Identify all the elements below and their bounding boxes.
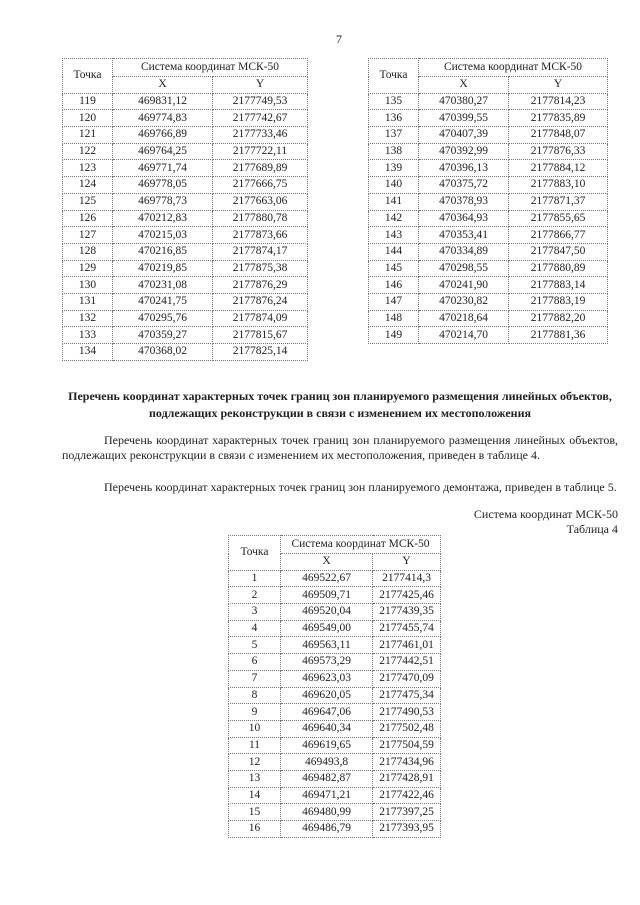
y-coordinate-cell: 2177876,33: [509, 143, 608, 160]
y-coordinate-cell: 2177663,06: [213, 193, 308, 210]
point-number-cell: 134: [63, 344, 113, 361]
point-number-cell: 10: [229, 720, 281, 737]
y-coordinate-cell: 2177439,35: [373, 604, 441, 621]
y-coordinate-cell: 2177835,89: [509, 110, 608, 127]
y-coordinate-cell: 2177442,51: [373, 654, 441, 671]
y-coordinate-cell: 2177883,19: [509, 293, 608, 310]
table-row: [369, 227, 608, 244]
y-coordinate-cell: 2177742,67: [213, 110, 308, 127]
y-coordinate-cell: 2177875,38: [213, 260, 308, 277]
y-coordinate-cell: 2177722,11: [213, 143, 308, 160]
y-coordinate-cell: 2177666,75: [213, 177, 308, 194]
x-coordinate-cell: 470364,93: [419, 210, 509, 227]
y-coordinate-cell: 2177876,24: [213, 293, 308, 310]
table-row: [63, 327, 308, 344]
y-coordinate-cell: 2177733,46: [213, 127, 308, 144]
coordinate-system-header: Система координат МСК-50: [419, 59, 608, 77]
table-row: [229, 704, 441, 721]
table-row: [369, 310, 608, 327]
x-coordinate-cell: 469778,05: [113, 177, 213, 194]
table-row: [63, 344, 308, 361]
y-coordinate-cell: 2177461,01: [373, 637, 441, 654]
x-coordinate-cell: 469647,06: [281, 704, 373, 721]
x-column-header: X: [419, 77, 509, 94]
point-number-cell: 132: [63, 310, 113, 327]
x-coordinate-cell: 469640,34: [281, 720, 373, 737]
y-coordinate-cell: 2177393,95: [373, 821, 441, 838]
x-coordinate-cell: 470298,55: [419, 260, 509, 277]
point-number-cell: 142: [369, 210, 419, 227]
point-number-cell: 7: [229, 670, 281, 687]
x-coordinate-cell: 470334,89: [419, 243, 509, 260]
point-number-cell: 146: [369, 277, 419, 294]
y-coordinate-cell: 2177876,29: [213, 277, 308, 294]
coordinate-system-header: Система координат МСК-50: [113, 59, 308, 77]
table-row: [229, 604, 441, 621]
point-number-cell: 148: [369, 310, 419, 327]
point-number-cell: 14: [229, 787, 281, 804]
table-row: [63, 210, 308, 227]
x-coordinate-cell: 470230,82: [419, 293, 509, 310]
point-number-cell: 8: [229, 687, 281, 704]
point-number-cell: 135: [369, 93, 419, 110]
y-column-header: Y: [373, 554, 441, 571]
coordinates-table-1: [62, 58, 308, 361]
x-coordinate-cell: 470295,76: [113, 310, 213, 327]
x-column-header: X: [113, 77, 213, 94]
point-number-cell: 119: [63, 93, 113, 110]
table-row: [229, 737, 441, 754]
y-column-header: Y: [213, 77, 308, 94]
point-number-cell: 120: [63, 110, 113, 127]
point-column-header: Точка: [63, 59, 113, 94]
table-row: [63, 277, 308, 294]
table-row: [63, 127, 308, 144]
point-number-cell: 137: [369, 127, 419, 144]
point-number-cell: 141: [369, 193, 419, 210]
point-number-cell: 13: [229, 770, 281, 787]
point-number-cell: 143: [369, 227, 419, 244]
y-coordinate-cell: 2177470,09: [373, 670, 441, 687]
table-row: [63, 177, 308, 194]
table-row: [229, 787, 441, 804]
table-row: [63, 193, 308, 210]
x-coordinate-cell: 469520,04: [281, 604, 373, 621]
table-row: [229, 670, 441, 687]
point-column-header: Точка: [229, 536, 281, 571]
y-coordinate-cell: 2177815,67: [213, 327, 308, 344]
table-row: [369, 277, 608, 294]
point-number-cell: 3: [229, 604, 281, 621]
table-row: [369, 260, 608, 277]
x-coordinate-cell: 470407,39: [419, 127, 509, 144]
x-coordinate-cell: 469509,71: [281, 587, 373, 604]
x-coordinate-cell: 470241,75: [113, 293, 213, 310]
coordinate-system-label: Система координат МСК-50: [473, 507, 618, 521]
table-row: [63, 110, 308, 127]
table-row: [229, 770, 441, 787]
y-coordinate-cell: 2177397,25: [373, 804, 441, 821]
y-coordinate-cell: 2177880,78: [213, 210, 308, 227]
x-coordinate-cell: 469480,99: [281, 804, 373, 821]
table4-caption: Таблица 4: [566, 522, 618, 536]
y-coordinate-cell: 2177490,53: [373, 704, 441, 721]
x-coordinate-cell: 470241,90: [419, 277, 509, 294]
point-number-cell: 124: [63, 177, 113, 194]
table-row: [63, 160, 308, 177]
table-row: [63, 260, 308, 277]
table-row: [369, 110, 608, 127]
point-number-cell: 147: [369, 293, 419, 310]
table-header-row: [369, 59, 608, 77]
x-coordinate-cell: 469771,74: [113, 160, 213, 177]
table-row: [229, 804, 441, 821]
y-coordinate-cell: 2177475,34: [373, 687, 441, 704]
section-heading: Перечень координат характерных точек границ зон планируемого размещения линейных объектов, подлежащих реконструкции в связи с изменением их местоположения: [68, 389, 612, 420]
table-row: [229, 654, 441, 671]
y-coordinate-cell: 2177502,48: [373, 720, 441, 737]
point-number-cell: 123: [63, 160, 113, 177]
point-number-cell: 2: [229, 587, 281, 604]
x-coordinate-cell: 469778,73: [113, 193, 213, 210]
x-coordinate-cell: 470392,99: [419, 143, 509, 160]
y-coordinate-cell: 2177873,66: [213, 227, 308, 244]
y-coordinate-cell: 2177428,91: [373, 770, 441, 787]
table-row: [369, 327, 608, 344]
y-coordinate-cell: 2177434,96: [373, 754, 441, 771]
y-coordinate-cell: 2177881,36: [509, 327, 608, 344]
table-row: [63, 143, 308, 160]
table-row: [369, 143, 608, 160]
x-coordinate-cell: 469482,87: [281, 770, 373, 787]
table-row: [369, 293, 608, 310]
table-header-row: [63, 59, 308, 77]
y-coordinate-cell: 2177425,46: [373, 587, 441, 604]
x-coordinate-cell: 469493,8: [281, 754, 373, 771]
x-coordinate-cell: 470368,02: [113, 344, 213, 361]
table-row: [229, 620, 441, 637]
point-number-cell: 9: [229, 704, 281, 721]
x-coordinate-cell: 470219,85: [113, 260, 213, 277]
point-number-cell: 126: [63, 210, 113, 227]
y-coordinate-cell: 2177882,20: [509, 310, 608, 327]
point-number-cell: 136: [369, 110, 419, 127]
y-coordinate-cell: 2177883,14: [509, 277, 608, 294]
y-coordinate-cell: 2177855,65: [509, 210, 608, 227]
x-coordinate-cell: 469522,67: [281, 570, 373, 587]
x-coordinate-cell: 470214,70: [419, 327, 509, 344]
x-coordinate-cell: 470215,03: [113, 227, 213, 244]
y-coordinate-cell: 2177847,50: [509, 243, 608, 260]
x-coordinate-cell: 469563,11: [281, 637, 373, 654]
x-coordinate-cell: 469623,03: [281, 670, 373, 687]
table-row: [229, 754, 441, 771]
x-coordinate-cell: 470216,85: [113, 243, 213, 260]
point-column-header: Точка: [369, 59, 419, 94]
x-coordinate-cell: 470380,27: [419, 93, 509, 110]
point-number-cell: 140: [369, 177, 419, 194]
paragraph-table5-ref: Перечень координат характерных точек границ зон планируемого демонтажа, приведен в таблице 5.: [104, 480, 617, 494]
table-row: [229, 720, 441, 737]
x-coordinate-cell: 469831,12: [113, 93, 213, 110]
point-number-cell: 144: [369, 243, 419, 260]
table-row: [369, 160, 608, 177]
x-coordinate-cell: 469774,83: [113, 110, 213, 127]
x-coordinate-cell: 470359,27: [113, 327, 213, 344]
page-number: 7: [336, 32, 342, 46]
y-coordinate-cell: 2177689,89: [213, 160, 308, 177]
point-number-cell: 129: [63, 260, 113, 277]
point-number-cell: 128: [63, 243, 113, 260]
y-coordinate-cell: 2177884,12: [509, 160, 608, 177]
table-row: [229, 587, 441, 604]
y-coordinate-cell: 2177749,53: [213, 93, 308, 110]
x-coordinate-cell: 469764,25: [113, 143, 213, 160]
point-number-cell: 15: [229, 804, 281, 821]
y-coordinate-cell: 2177814,23: [509, 93, 608, 110]
point-number-cell: 5: [229, 637, 281, 654]
table-row: [63, 243, 308, 260]
y-coordinate-cell: 2177874,17: [213, 243, 308, 260]
y-column-header: Y: [509, 77, 608, 94]
x-coordinate-cell: 469766,89: [113, 127, 213, 144]
table-header-row: [229, 536, 441, 554]
point-number-cell: 6: [229, 654, 281, 671]
table-row: [63, 93, 308, 110]
x-coordinate-cell: 470375,72: [419, 177, 509, 194]
y-coordinate-cell: 2177883,10: [509, 177, 608, 194]
table-row: [63, 227, 308, 244]
y-coordinate-cell: 2177866,77: [509, 227, 608, 244]
point-number-cell: 12: [229, 754, 281, 771]
point-number-cell: 11: [229, 737, 281, 754]
table-row: [369, 93, 608, 110]
point-number-cell: 133: [63, 327, 113, 344]
coordinate-system-header: Система координат МСК-50: [281, 536, 441, 554]
point-number-cell: 139: [369, 160, 419, 177]
point-number-cell: 130: [63, 277, 113, 294]
x-coordinate-cell: 470353,41: [419, 227, 509, 244]
coordinates-table-4: [228, 535, 441, 838]
point-number-cell: 131: [63, 293, 113, 310]
table-row: [369, 210, 608, 227]
x-coordinate-cell: 470231,08: [113, 277, 213, 294]
x-column-header: X: [281, 554, 373, 571]
y-coordinate-cell: 2177455,74: [373, 620, 441, 637]
point-number-cell: 125: [63, 193, 113, 210]
x-coordinate-cell: 470218,64: [419, 310, 509, 327]
paragraph-table4-ref: Перечень координат характерных точек границ зон планируемого размещения линейных объектов, подлежащих реконструкции в связи с изменением их местоположения, приведен в таблице 4.: [62, 433, 618, 462]
y-coordinate-cell: 2177848,07: [509, 127, 608, 144]
table-row: [369, 177, 608, 194]
point-number-cell: 122: [63, 143, 113, 160]
table-row: [369, 243, 608, 260]
y-coordinate-cell: 2177422,46: [373, 787, 441, 804]
x-coordinate-cell: 469573,29: [281, 654, 373, 671]
point-number-cell: 121: [63, 127, 113, 144]
table-row: [369, 193, 608, 210]
point-number-cell: 1: [229, 570, 281, 587]
point-number-cell: 149: [369, 327, 419, 344]
y-coordinate-cell: 2177871,37: [509, 193, 608, 210]
x-coordinate-cell: 469471,21: [281, 787, 373, 804]
table-row: [229, 637, 441, 654]
y-coordinate-cell: 2177825,14: [213, 344, 308, 361]
table-row: [229, 570, 441, 587]
x-coordinate-cell: 470212,83: [113, 210, 213, 227]
table-row: [229, 687, 441, 704]
point-number-cell: 145: [369, 260, 419, 277]
y-coordinate-cell: 2177880,89: [509, 260, 608, 277]
x-coordinate-cell: 469549,00: [281, 620, 373, 637]
coordinates-table-2: [368, 58, 608, 344]
x-coordinate-cell: 469486,79: [281, 821, 373, 838]
y-coordinate-cell: 2177414,3: [373, 570, 441, 587]
table-row: [369, 127, 608, 144]
point-number-cell: 16: [229, 821, 281, 838]
x-coordinate-cell: 470399,55: [419, 110, 509, 127]
x-coordinate-cell: 469619,65: [281, 737, 373, 754]
point-number-cell: 127: [63, 227, 113, 244]
table-row: [229, 821, 441, 838]
x-coordinate-cell: 470396,13: [419, 160, 509, 177]
point-number-cell: 138: [369, 143, 419, 160]
y-coordinate-cell: 2177504,59: [373, 737, 441, 754]
table-row: [63, 293, 308, 310]
x-coordinate-cell: 469620,05: [281, 687, 373, 704]
y-coordinate-cell: 2177874,09: [213, 310, 308, 327]
table-row: [63, 310, 308, 327]
x-coordinate-cell: 470378,93: [419, 193, 509, 210]
point-number-cell: 4: [229, 620, 281, 637]
